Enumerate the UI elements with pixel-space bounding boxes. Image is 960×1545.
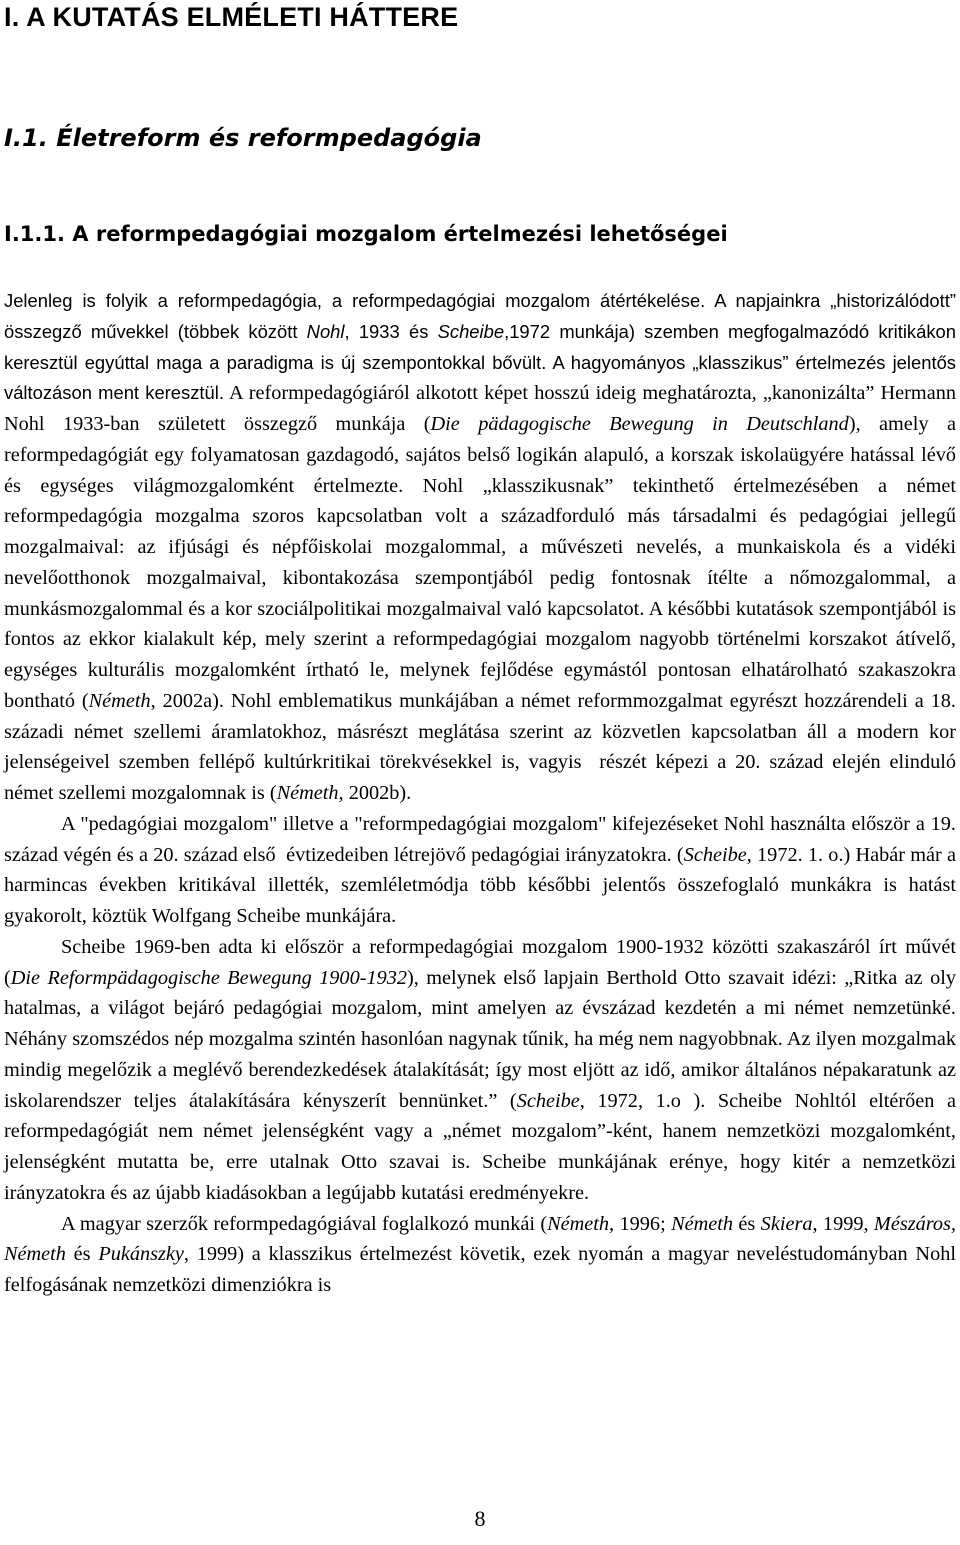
text-run: A magyar szerzők reformpedagógiával foglalkozó munkái ( [61, 1212, 548, 1235]
chapter-heading: I. A KUTATÁS ELMÉLETI HÁTTERE [4, 2, 459, 32]
text-run: Scheibe 1969-ben adta ki először a reformpedagógiai mozgalom 1900-1932 közötti szakaszáról írt művét ( [4, 935, 956, 989]
author-citation: Németh [671, 1212, 734, 1235]
work-title: Die Reformpädagogische Bewegung 1900-1932 [10, 966, 408, 989]
author-citation: Németh, [276, 782, 344, 804]
body-text [4, 286, 956, 1301]
author-citation: Németh, [547, 1212, 615, 1235]
author-citation: Németh [88, 689, 151, 712]
text-run: , 1972, 1.o ). Scheibe Nohltól eltérően a reformpedagógiát nem német jelenségként vagy a „német mozgalom”-ként, hanem nemzetközi mozgalomként, jelenségként mutatta be, erre utalnak Otto szavai is. Scheibe munkájának erénye, hogy kitér a nemzetközi irányzatokra és az újabb kiadásokban a legújabb kutatási eredményekre. [4, 1089, 957, 1204]
text-run: 1996; [614, 1212, 672, 1235]
page-number: 8 [474, 1506, 486, 1531]
text-run: és [733, 1212, 761, 1235]
author-citation: Nohl [306, 320, 345, 342]
author-citation: Scheibe [437, 320, 505, 342]
paragraph-2 [4, 809, 956, 932]
author-citation: Pukánszky [98, 1243, 184, 1266]
section-heading: I.1. Életreform és reformpedagógia [4, 124, 482, 152]
subsection-heading: I.1.1. A reformpedagógiai mozgalom értelmezési lehetőségei [4, 222, 728, 246]
text-run: , 1999) a klasszikus értelmezést követik, ezek nyomán a magyar neveléstudományban Nohl felfogásának nemzetközi dimenziókra is [4, 1243, 956, 1296]
paragraph-4 [4, 1209, 956, 1301]
text-run: , 1999, [812, 1212, 874, 1235]
author-citation: Scheibe [516, 1089, 580, 1112]
text-run: , 1972. 1. o.) Habár már a harmincas években kritikával illették, szemléletmódja több későbbi jelentős összefoglaló munkákra is hatást gyakorolt, köztük Wolfgang Scheibe munkájára. [4, 843, 956, 927]
text-run: A reformpedagógiáról alkotott képet hosszú ideig meghatározta, „kanonizálta” Hermann Nohl 1933-ban született összegző munkája ( [4, 382, 956, 435]
text-run: , 1933 és [344, 320, 438, 342]
text-run: , 2002a). Nohl emblematikus munkájában a német reformmozgalmat egyrészt hozzárendeli a 18. századi német szellemi áramlatokhoz, másrészt meglátása szerint az közvetlen kapcsolatban áll a modern kor jelenségeivel szemben fellépő kultúrkritikai törekvésekkel is, vagyis részét képezi a 20. század elején elinduló német szellemi mozgalomnak is ( [4, 689, 956, 804]
text-run: A "pedagógiai mozgalom" illetve a "reformpedagógiai mozgalom" kifejezéseket Nohl használta először a 19. század végén és a 20. század első évtizedeiben létrejövő pedagógiai irányzatokra. ( [4, 812, 956, 866]
text-run: és [65, 1243, 99, 1266]
text-run: ), melynek első lapjain Berthold Otto szavait idézi: „Ritka az oly hatalmas, a világot bejáró pedagógiai mozgalom, mint amelyen az évszázad kezdetén a mi német nemzetünké. Néhány szomszédos nép mozgalma szintén hasonlóan nagynak tűnik, ha még nem nagyobbnak. Az ilyen mozgalmak mindig megelőzik a meglévő berendezkedések átalakítását; így most eljött az idő, amikor általános népakaratunk az iskolarendszer teljes átalakítására kényszerít bennünket.” ( [4, 966, 956, 1112]
text-run: Jelenleg is folyik a reformpedagógia, a reformpedagógiai mozgalom átértékelése. A napjainkra „historizálódott” összegző művekkel (többek között [4, 290, 956, 342]
paragraph-1 [4, 286, 956, 809]
work-title: Die pädagogische Bewegung in Deutschland [430, 413, 849, 435]
author-citation: Mészáros, Németh [4, 1212, 956, 1266]
author-citation: Scheibe [683, 843, 747, 866]
text-run: ), amely a reformpedagógiát egy folyamatosan gazdagodó, sajátos belső logikán alapuló, a korszak iskolaügyére hatással lévő és egységes világmozgalomként értelmezte. Nohl „klasszikusnak” tekinthető értelmezésében a német reformpedagógia mozgalma szoros kapcsolatban volt a századforduló más társadalmi és pedagógiai jellegű mozgalmaival: az ifjúsági és népfőiskolai mozgalommal, a művészeti nevelés, a munkaiskola és a vidéki nevelőotthonok mozgalmaival, kibontakozása szempontjából pedig fontosnak ítélte a nőmozgalommal, a munkásmozgalommal és a kor szociálpolitikai mozgalmaival való kapcsolatot. A későbbi kutatások szempontjából is fontos az ekkor kialakult kép, mely szerint a reformpedagógiai mozgalom nagyobb történelmi korszakot átívelő, egységes kulturális mozgalomként írtható le, melynek fejlődése egymástól pontosan elhatárolható szakaszokra bontható ( [4, 413, 956, 712]
paragraph-3 [4, 932, 956, 1209]
text-run: ,1972 munkája) szemben megfogalmazódó kritikákon keresztül egyúttal maga a paradigma is új szempontokkal bővült. A hagyományos „klasszikus” értelmezés jelentős változáson ment keresztül. [4, 320, 956, 404]
text-run: 2002b). [343, 782, 412, 804]
author-citation: Skiera [760, 1212, 813, 1235]
